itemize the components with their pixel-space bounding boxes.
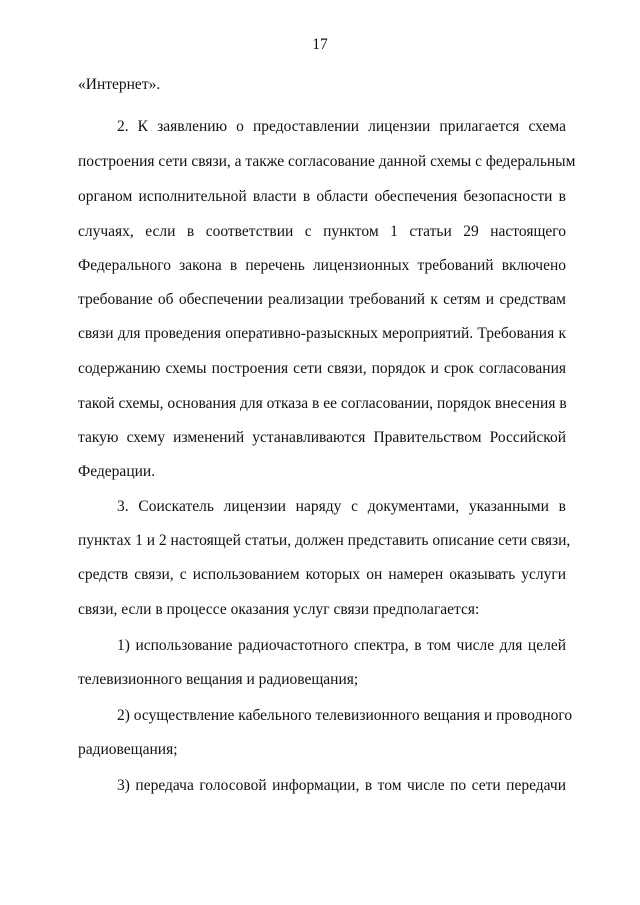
text-line: 3) передача голосовой информации, в том числе по сети передачи: [117, 777, 566, 794]
text-line: пунктах 1 и 2 настоящей статьи, должен представить описание сети связи,: [78, 532, 571, 549]
text-line: средств связи, с использованием которых он намерен оказывать услуги: [78, 566, 566, 583]
text-line: связи для проведения оперативно-разыскных мероприятий. Требования к: [78, 325, 566, 342]
text-line: 1) использование радиочастотного спектра, в том числе для целей: [117, 637, 566, 654]
text-line: 3. Соискатель лицензии наряду с документами, указанными в: [117, 498, 566, 515]
text-line: связи, если в процессе оказания услуг связи предполагается:: [78, 601, 480, 618]
text-line: органом исполнительной власти в области обеспечения безопасности в: [78, 188, 566, 205]
text-line: содержанию схемы построения сети связи, порядок и срок согласования: [78, 360, 566, 377]
text-line: телевизионного вещания и радиовещания;: [78, 671, 359, 688]
text-line: «Интернет».: [78, 76, 161, 93]
text-line: такой схемы, основания для отказа в ее согласовании, порядок внесения в: [78, 395, 567, 412]
text-line: построения сети связи, а также согласование данной схемы с федеральным: [78, 153, 576, 170]
text-line: такую схему изменений устанавливаются Правительством Российской: [78, 429, 566, 446]
text-line: Федерального закона в перечень лицензионных требований включено: [78, 257, 566, 274]
text-line: 2) осуществление кабельного телевизионного вещания и проводного: [117, 707, 573, 724]
text-line: требование об обеспечении реализации требований к сетям и средствам: [78, 291, 566, 308]
text-line: 2. К заявлению о предоставлении лицензии прилагается схема: [117, 118, 566, 135]
text-line: случаях, если в соответствии с пунктом 1 статьи 29 настоящего: [78, 223, 566, 240]
page-number: 17: [312, 36, 328, 53]
text-line: радиовещания;: [78, 741, 178, 758]
text-line: Федерации.: [78, 463, 156, 480]
